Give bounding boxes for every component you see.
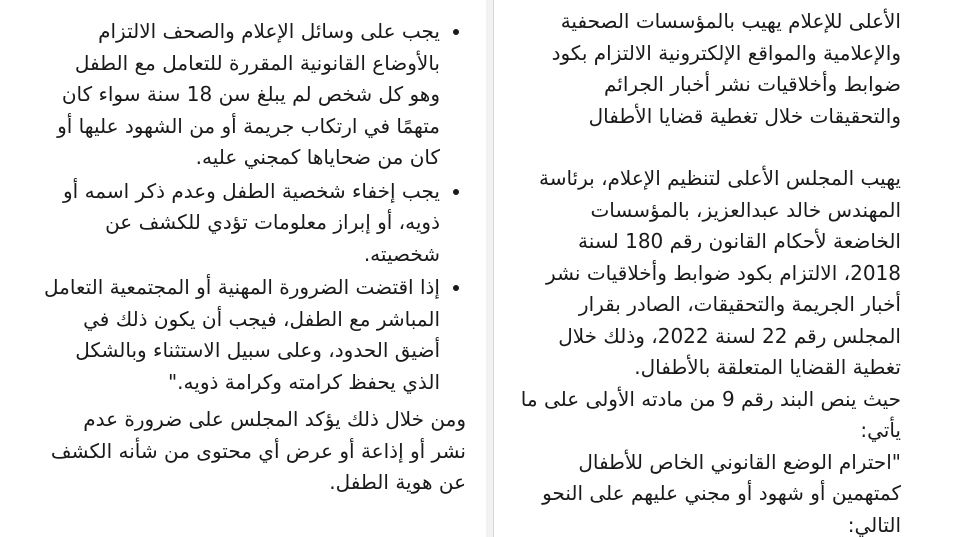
article-reference: حيث ينص البند رقم 9 من مادته الأولى على ما يأتي: (520, 386, 901, 442)
intro-fragment: الأعلى للإعلام يهيب بالمؤسسات الصحفية والإعلامية والمواقع الإلكترونية الالتزام بكود ضوابط وأخلاقيات نشر أخبار الجرائم والتحقيقات خلال تغطية قضايا الأطفال (551, 9, 901, 128)
guidelines-list (44, 16, 466, 398)
right-column (493, 0, 964, 537)
paragraph-gap (520, 132, 901, 163)
list-item: • يجب على وسائل الإعلام والصحف الالتزام بالأوضاع القانونية المقررة للتعامل مع الطفل وهو كل شخص لم يبلغ سن 18 سنة سواء كان متهمًا في ارتكاب جريمة أو من الشهود عليها أو كان من ضحاياها كمجني عليه. (44, 16, 440, 174)
body-paragraph: يهيب المجلس الأعلى لتنظيم الإعلام، برئاسة المهندس خالد عبدالعزيز، بالمؤسسات الخاضعة لأحكام القانون رقم 180 لسنة 2018، الالتزام بكود ضوابط وأخلاقيات نشر أخبار الجريمة والتحقيقات، الصادر بقرار المجلس رقم 22 لسنة 2022، وذلك خلال تغطية القضايا المتعلقة بالأطفال. (538, 166, 901, 379)
list-item: • إذا اقتضت الضرورة المهنية أو المجتمعية التعامل المباشر مع الطفل، فيجب أن يكون ذلك في أضيق الحدود، وعلى سبيل الاستثناء وبالشكل الذي يحفظ كرامته وكرامة ذويه." (44, 272, 440, 398)
list-item: • يجب إخفاء شخصية الطفل وعدم ذكر اسمه أو ذويه، أو إبراز معلومات تؤدي للكشف عن شخصيته. (44, 176, 440, 271)
closing-paragraph: ومن خلال ذلك يؤكد المجلس على ضرورة عدم نشر أو إذاعة أو عرض أي محتوى من شأنه الكشف عن هوية الطفل. (50, 407, 466, 494)
quote-start: "احترام الوضع القانوني الخاص للأطفال كمتهمين أو شهود أو مجني عليهم على النحو التالي: (542, 449, 901, 537)
